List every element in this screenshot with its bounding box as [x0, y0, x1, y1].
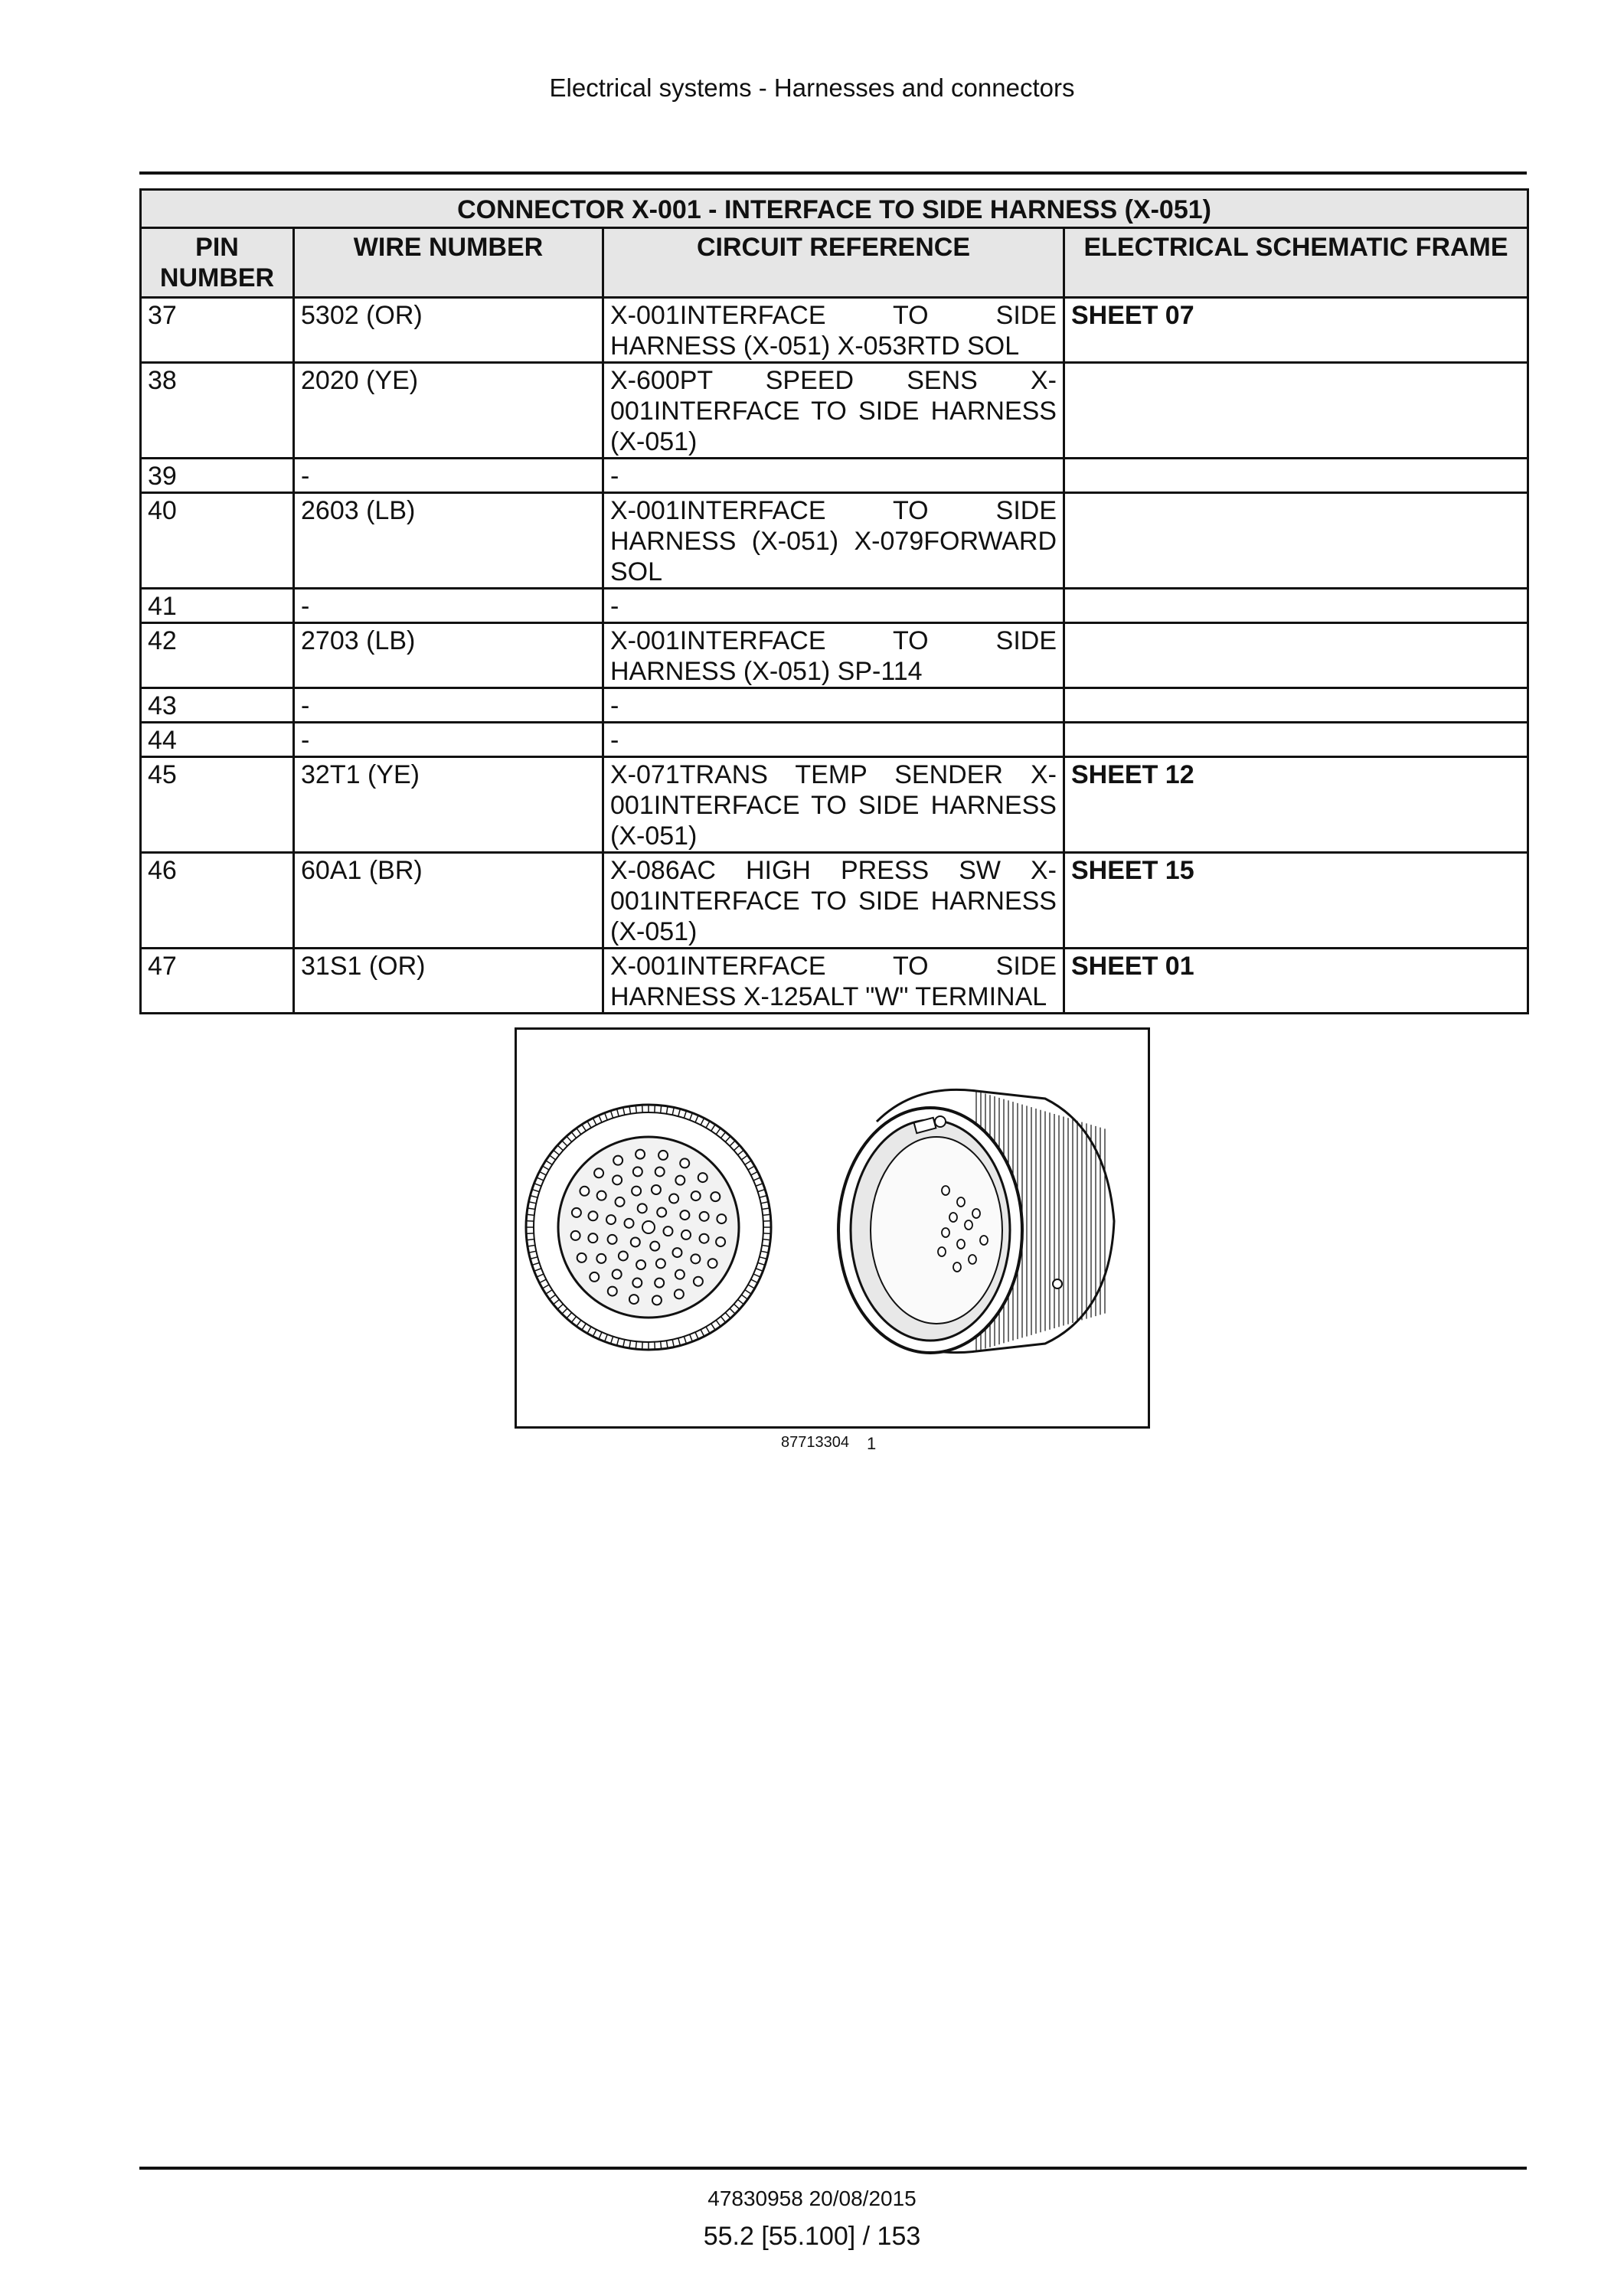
circuit-reference-cell: X-001INTERFACE TO SIDE HARNESS X-125ALT "W" TERMINAL [603, 949, 1064, 1014]
column-header-wire-number: WIRE NUMBER [294, 228, 603, 298]
circuit-reference-cell: - [603, 688, 1064, 723]
schematic-frame-cell [1064, 723, 1528, 757]
wire-cell: 32T1 (YE) [294, 757, 603, 853]
header-rule [139, 171, 1527, 175]
column-header-pin-number: PIN NUMBER [141, 228, 294, 298]
pin-cell: 41 [141, 589, 294, 623]
circuit-reference-cell: X-086AC HIGH PRESS SW X-001INTERFACE TO SIDE HARNESS (X-051) [603, 853, 1064, 949]
table-row [141, 757, 1528, 853]
circuit-reference-cell: X-001INTERFACE TO SIDE HARNESS (X-051) X-053RTD SOL [603, 298, 1064, 363]
circuit-reference-cell: - [603, 459, 1064, 493]
page-header-title: Electrical systems - Harnesses and connectors [549, 73, 1075, 102]
table-row [141, 493, 1528, 589]
circuit-reference-cell: - [603, 589, 1064, 623]
wire-cell: 2603 (LB) [294, 493, 603, 589]
pin-cell: 44 [141, 723, 294, 757]
table-title: CONNECTOR X-001 - INTERFACE TO SIDE HARNESS (X-051) [141, 190, 1528, 228]
schematic-frame-cell [1064, 493, 1528, 589]
table-row [141, 589, 1528, 623]
schematic-frame-cell [1064, 459, 1528, 493]
pin-cell: 46 [141, 853, 294, 949]
circuit-reference-cell: X-600PT SPEED SENS X-001INTERFACE TO SIDE HARNESS (X-051) [603, 363, 1064, 459]
table-row [141, 723, 1528, 757]
connector-figure [515, 1027, 1150, 1429]
schematic-frame-cell: SHEET 15 [1064, 853, 1528, 949]
schematic-frame-cell [1064, 363, 1528, 459]
figure-id: 87713304 [781, 1434, 849, 1451]
circuit-reference-cell: X-001INTERFACE TO SIDE HARNESS (X-051) SP-114 [603, 623, 1064, 688]
schematic-frame-cell: SHEET 07 [1064, 298, 1528, 363]
wire-cell: - [294, 459, 603, 493]
table-row [141, 363, 1528, 459]
wire-cell: 2020 (YE) [294, 363, 603, 459]
column-header-schematic-frame: ELECTRICAL SCHEMATIC FRAME [1064, 228, 1528, 298]
wire-cell: 31S1 (OR) [294, 949, 603, 1014]
table-row [141, 688, 1528, 723]
wire-cell: - [294, 723, 603, 757]
pin-cell: 39 [141, 459, 294, 493]
circuit-reference-cell: X-071TRANS TEMP SENDER X-001INTERFACE TO SIDE HARNESS (X-051) [603, 757, 1064, 853]
circuit-reference-cell: X-001INTERFACE TO SIDE HARNESS (X-051) X-079FORWARD SOL [603, 493, 1064, 589]
wire-cell: 2703 (LB) [294, 623, 603, 688]
pin-cell: 42 [141, 623, 294, 688]
footer-doc-code: 47830958 20/08/2015 [707, 2187, 917, 2210]
wire-cell: - [294, 688, 603, 723]
wire-cell: 60A1 (BR) [294, 853, 603, 949]
circuit-reference-cell: - [603, 723, 1064, 757]
pin-cell: 40 [141, 493, 294, 589]
table-row [141, 853, 1528, 949]
table-row [141, 623, 1528, 688]
pin-cell: 45 [141, 757, 294, 853]
pin-cell: 38 [141, 363, 294, 459]
schematic-frame-cell [1064, 589, 1528, 623]
table-row [141, 298, 1528, 363]
connector-face-view [526, 1105, 771, 1350]
table-row [141, 459, 1528, 493]
pin-cell: 43 [141, 688, 294, 723]
connector-illustration [517, 1030, 1148, 1426]
pin-cell: 37 [141, 298, 294, 363]
wire-cell: - [294, 589, 603, 623]
pin-cell: 47 [141, 949, 294, 1014]
wire-cell: 5302 (OR) [294, 298, 603, 363]
connector-perspective-view [838, 1089, 1114, 1353]
footer-rule [139, 2167, 1527, 2170]
schematic-frame-cell: SHEET 01 [1064, 949, 1528, 1014]
schematic-frame-cell: SHEET 12 [1064, 757, 1528, 853]
schematic-frame-cell [1064, 623, 1528, 688]
connector-pin-table [139, 188, 1529, 1014]
figure-number: 1 [867, 1434, 877, 1453]
table-row [141, 949, 1528, 1014]
footer-page-reference: 55.2 [55.100] / 153 [703, 2222, 921, 2251]
column-header-circuit-reference: CIRCUIT REFERENCE [603, 228, 1064, 298]
schematic-frame-cell [1064, 688, 1528, 723]
table-body [141, 298, 1528, 1014]
